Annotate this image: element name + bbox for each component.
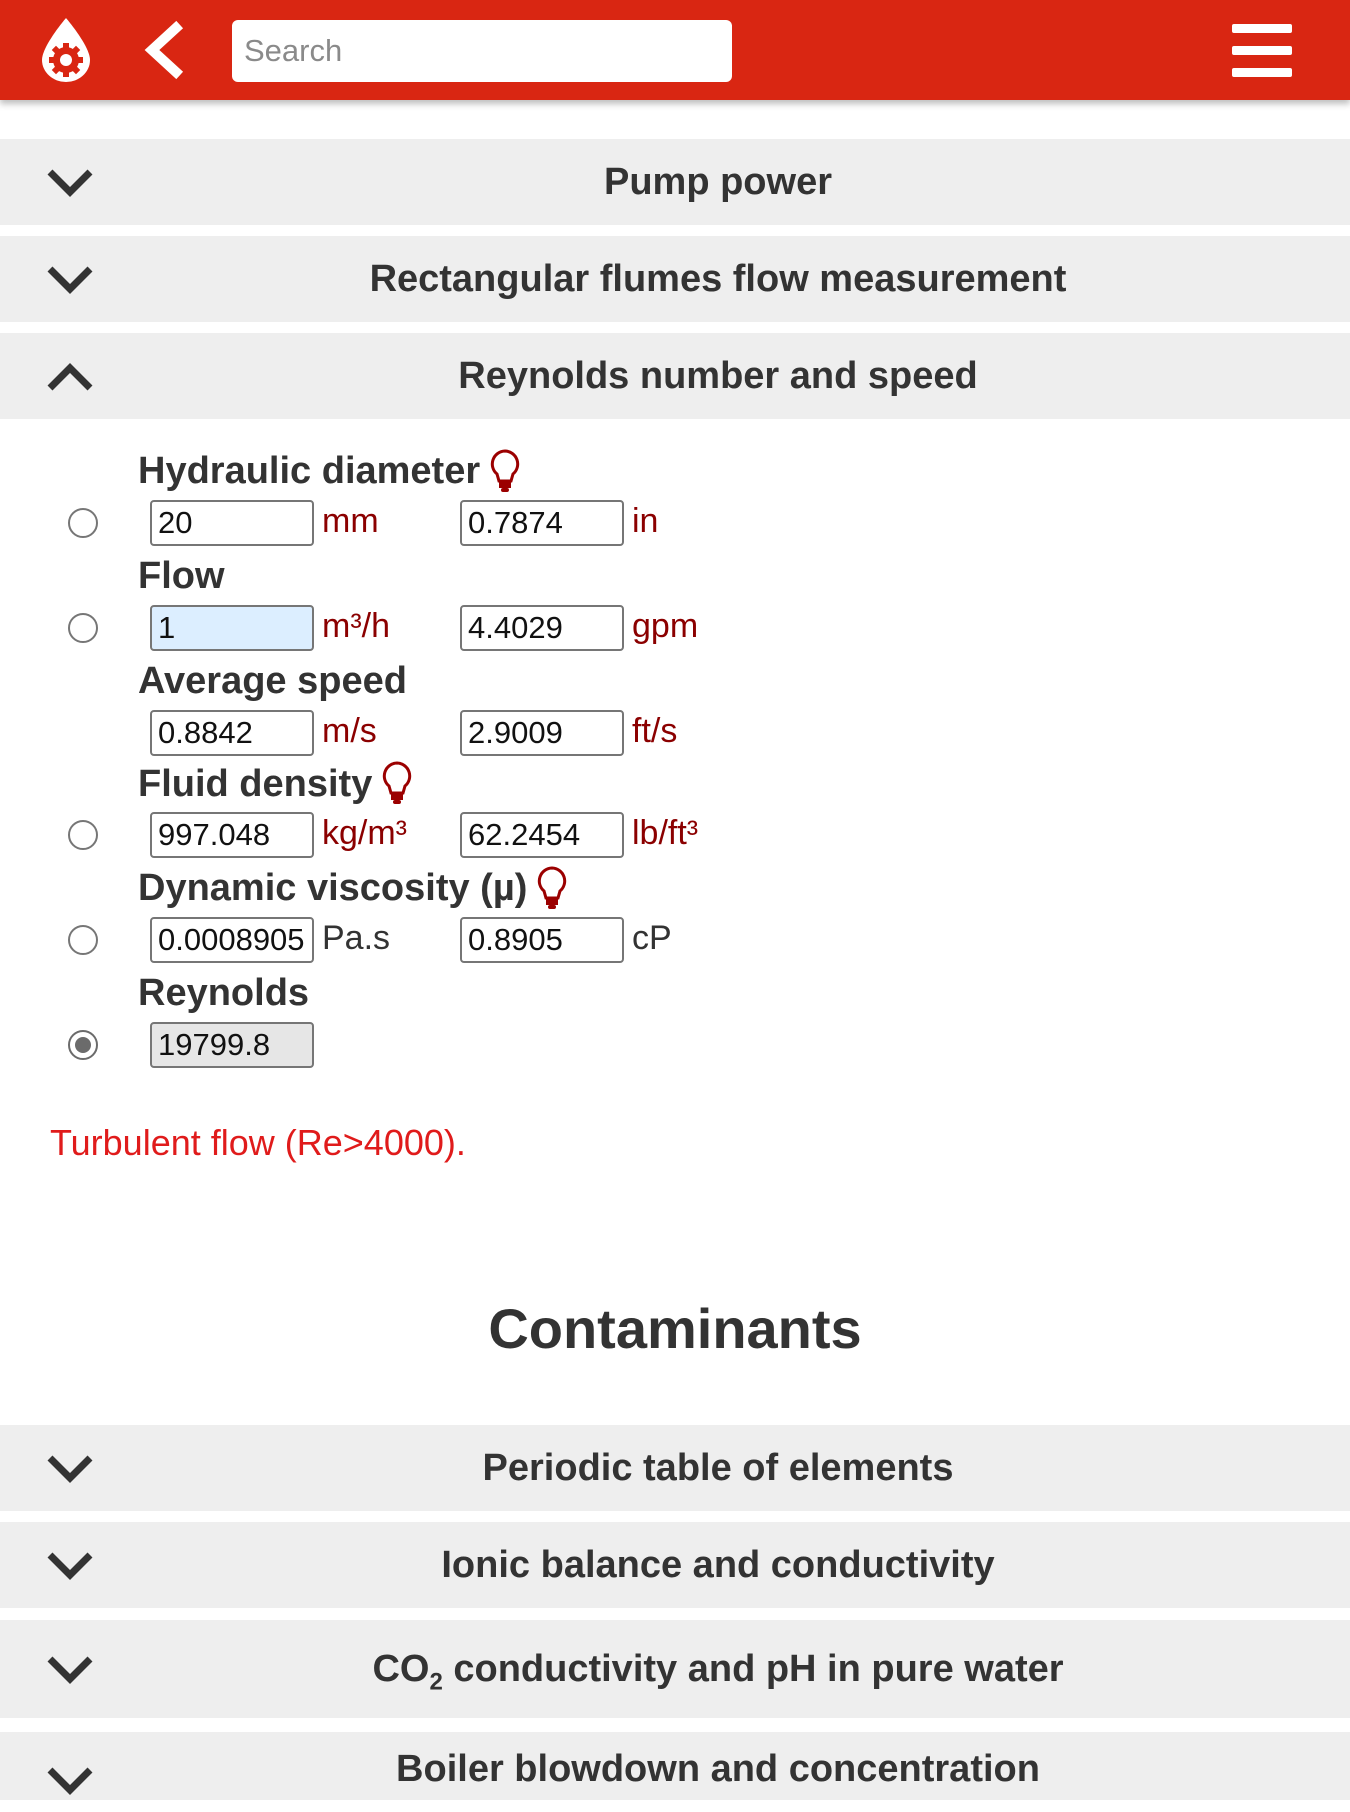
fluid-density-kgm3-field[interactable]: [150, 812, 314, 858]
unit-label: gpm: [632, 607, 699, 645]
average-speed-ms-field[interactable]: [150, 710, 314, 756]
menu-bar: [1232, 46, 1292, 55]
fluid-density-lbft3-field[interactable]: [460, 812, 624, 858]
average-speed-label: Average speed: [138, 660, 407, 702]
average-speed-fts-field[interactable]: [460, 710, 624, 756]
chevron-up-icon: [44, 358, 96, 394]
chevron-down-icon: [44, 164, 96, 200]
chevron-left-icon[interactable]: [140, 20, 190, 80]
chevron-down-icon: [44, 1651, 96, 1687]
fluid-density-label: Fluid density: [138, 763, 373, 805]
flow-label: Flow: [138, 555, 225, 597]
menu-bar: [1232, 24, 1292, 33]
accordion-title: Boiler blowdown and concentration: [396, 1748, 1040, 1790]
droplet-gear-icon[interactable]: [36, 16, 96, 82]
unit-label: Pa.s: [322, 919, 391, 957]
accordion-title: Reynolds number and speed: [458, 355, 978, 397]
lightbulb-icon[interactable]: [380, 760, 414, 806]
title-subscript: 2: [429, 1668, 443, 1696]
accordion-periodic-table[interactable]: [0, 1425, 1350, 1511]
accordion-title: Pump power: [603, 161, 833, 203]
title-prefix: CO: [372, 1648, 430, 1690]
unit-label: kg/m³: [322, 814, 407, 852]
chevron-down-icon: [44, 1547, 96, 1583]
reynolds-result-field[interactable]: [150, 1022, 314, 1068]
title-suffix: conductivity and pH in pure water: [442, 1648, 1064, 1690]
unit-label: cP: [632, 919, 672, 957]
app-header: [0, 0, 1350, 100]
flow-radio[interactable]: [68, 613, 98, 643]
accordion-title: Periodic table of elements: [482, 1447, 954, 1489]
fluid-density-radio[interactable]: [68, 820, 98, 850]
hydraulic-diameter-in-field[interactable]: [460, 500, 624, 546]
accordion-ionic-balance[interactable]: [0, 1522, 1350, 1608]
section-heading-contaminants: Contaminants: [488, 1297, 862, 1360]
accordion-title: Rectangular flumes flow measurement: [369, 258, 1067, 300]
reynolds-radio[interactable]: [68, 1030, 98, 1060]
lightbulb-icon[interactable]: [488, 448, 522, 494]
lightbulb-icon[interactable]: [535, 865, 569, 911]
hydraulic-diameter-label: Hydraulic diameter: [138, 450, 481, 492]
accordion-title: [0, 1620, 1350, 1718]
accordion-boiler-blowdown[interactable]: [0, 1732, 1350, 1800]
accordion-title: Ionic balance and conductivity: [441, 1544, 995, 1586]
hamburger-menu-icon[interactable]: [1228, 22, 1294, 78]
accordion-reynolds-number[interactable]: [0, 333, 1350, 419]
accordion-pump-power[interactable]: [0, 139, 1350, 225]
flow-m3h-field[interactable]: [150, 605, 314, 651]
unit-label: ft/s: [632, 712, 678, 750]
accordion-co2-conductivity[interactable]: [0, 1620, 1350, 1718]
dynamic-viscosity-label: Dynamic viscosity (µ): [138, 867, 528, 909]
reynolds-label: Reynolds: [138, 972, 310, 1014]
hydraulic-diameter-mm-field[interactable]: [150, 500, 314, 546]
chevron-down-icon: [44, 1450, 96, 1486]
chevron-down-icon: [44, 261, 96, 297]
menu-bar: [1232, 68, 1292, 77]
unit-label: mm: [322, 502, 379, 540]
unit-label: m/s: [322, 712, 377, 750]
dynamic-viscosity-radio[interactable]: [68, 925, 98, 955]
unit-label: m³/h: [322, 607, 390, 645]
chevron-down-icon: [44, 1762, 96, 1798]
unit-label: lb/ft³: [632, 814, 699, 852]
dynamic-viscosity-cp-field[interactable]: [460, 917, 624, 963]
flow-gpm-field[interactable]: [460, 605, 624, 651]
accordion-rectangular-flumes[interactable]: [0, 236, 1350, 322]
search-input[interactable]: [232, 20, 732, 82]
unit-label: in: [632, 502, 659, 540]
dynamic-viscosity-pas-field[interactable]: [150, 917, 314, 963]
flow-regime-status: Turbulent flow (Re>4000).: [50, 1122, 466, 1163]
hydraulic-diameter-radio[interactable]: [68, 508, 98, 538]
